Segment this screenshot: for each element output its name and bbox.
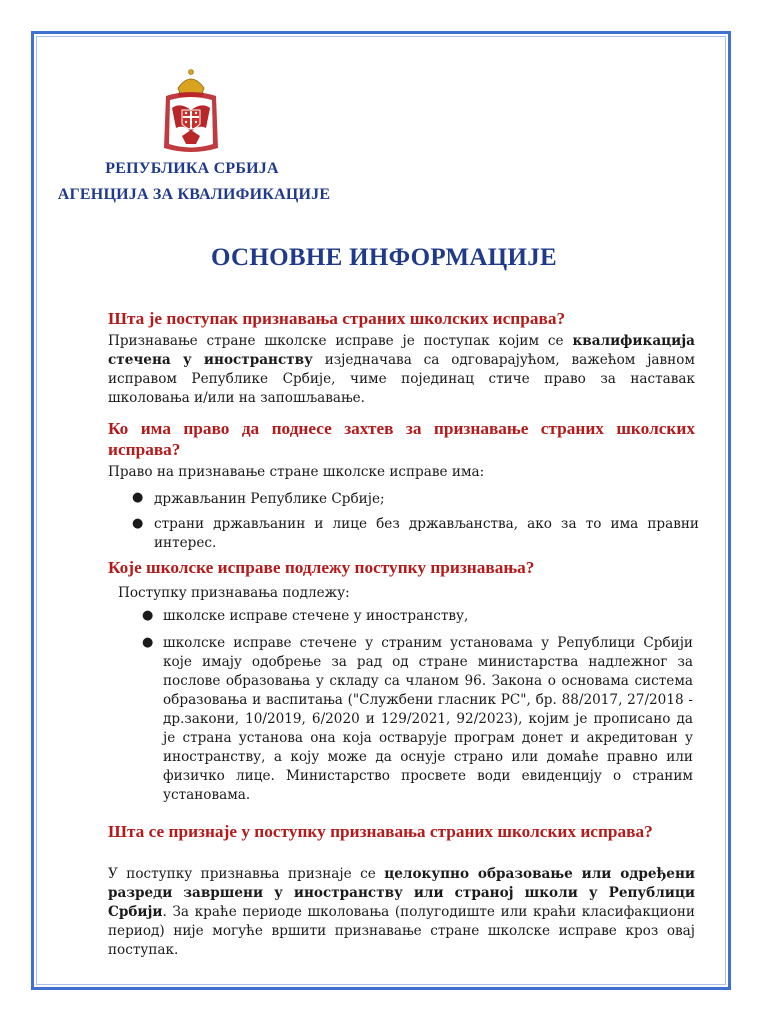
bullet-icon: ● <box>132 490 144 505</box>
bullet-icon: ● <box>142 635 154 650</box>
section-2-item-2: страни држављанин и лице без држављанства, ако за то има правни интерес. <box>154 516 699 551</box>
section-2-item-1: држављанин Републике Србије; <box>154 491 385 507</box>
bullet-icon: ● <box>132 516 144 531</box>
org-name-line1: РЕПУБЛИКА СРБИЈА <box>105 160 279 177</box>
section-3-intro: Поступку признавања подлежу: <box>118 585 350 601</box>
section-4-paragraph: У поступку признавња признаје се целокупно образовање или одређени разреди завршени у иностранству или страној школи у Републици Србији. За краће периоде школовања (полугодиште или краћи класифакциони период) није могуће вршити признавање стране школске исправе кроз овај поступак. <box>108 866 695 958</box>
section-2-intro: Право на признавање стране школске исправе има: <box>108 464 485 480</box>
section-1-paragraph: Признавање стране школске исправе је поступак којим се квалификација стечена у иностранству изједначава са одговарајућом, важећом јавном исправом Републике Србије, чиме појединац стиче право за наставак школовања и/или на запошљавање. <box>108 333 695 406</box>
page-title: ОСНОВНЕ ИНФОРМАЦИЈЕ <box>210 244 558 271</box>
bullet-icon: ● <box>142 608 154 623</box>
section-3-item-1: школске исправе стечене у иностранству, <box>163 608 469 624</box>
section-3-heading: Које школске исправе подлежу поступку признавања? <box>108 558 535 577</box>
section-2-heading: Ко има право да поднесе захтев за признавање страних школских исправа? <box>108 419 695 459</box>
section-4-heading: Шта се признаје у поступку признавања страних школских исправа? <box>108 822 653 841</box>
section-3-item-2: школске исправе стечене у страним установама у Републици Србији које имају одобрење за рад од стране министарства надлежног за послове образовања у складу са чланом 96. Закона о основама система образовања и васпитања ("Службени гласник РС", бр. 88/2017, 27/2018 - др.закони, 10/2019, 6/2020 и 129/2021, 92/2023), којим је прописано да је страна установа она која остварује програм донет и акредитован у иностранству, а коју може да оснује страно или домаће правно или физичко лице. Министарство просвете води евиденцију о страним установама. <box>163 635 693 803</box>
serbian-coat-of-arms-icon <box>160 66 222 156</box>
section-1-heading: Шта је поступак признавања страних школских исправа? <box>108 309 566 328</box>
org-name-line2: АГЕНЦИЈА ЗА КВАЛИФИКАЦИЈЕ <box>57 186 331 203</box>
